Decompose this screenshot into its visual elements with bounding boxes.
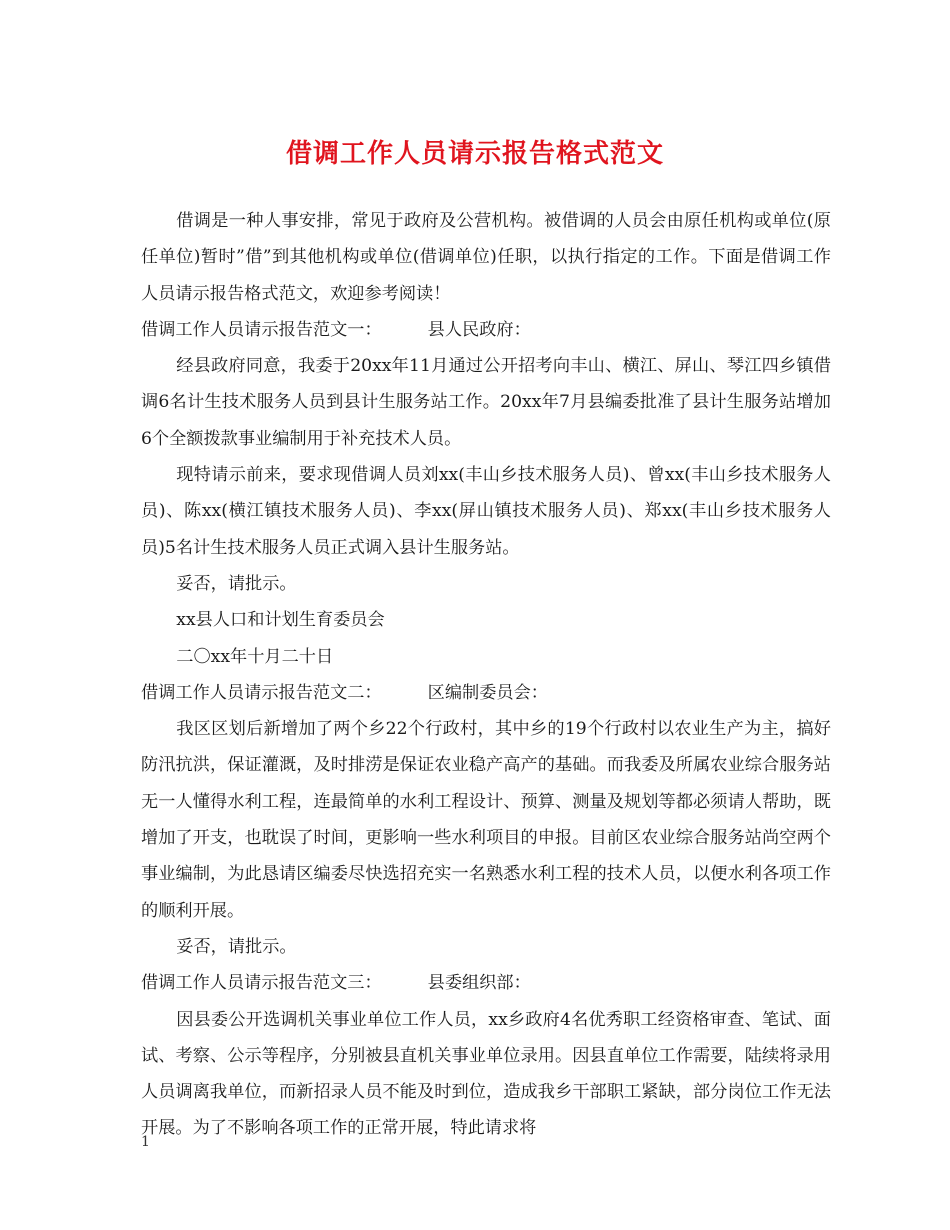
page-number: 1 [141,1134,150,1150]
sample1-recipient: 县人民政府： [427,319,531,340]
sample1-paragraph-1: 经县政府同意，我委于20xx年11月通过公开招考向丰山、横江、屏山、琴江四乡镇借调6名计生技术服务人员到县计生服务站工作。20xx年7月县编委批准了县计生服务站增加6个全额拨款事业编制用于补充技术人员。 [141,356,831,449]
sample1-heading: 借调工作人员请示报告范文一： [141,319,382,340]
sample2-paragraph-1: 我区区划后新增加了两个乡22个行政村，其中乡的19个行政村以农业生产为主，搞好防汛抗洪，保证灌溉，及时排涝是保证农业稳产高产的基础。而我委及所属农业综合服务站无一人懂得水利工程，连最简单的水利工程设计、预算、测量及规划等都必须请人帮助，既增加了开支，也耽误了时间，更影响一些水利项目的申报。目前区农业综合服务站尚空两个事业编制，为此恳请区编委尽快选招充实一名熟悉水利工程的技术人员，以便水利各项工作的顺利开展。 [141,719,831,921]
sample3-paragraph-1: 因县委公开选调机关事业单位工作人员，xx乡政府4名优秀职工经资格审查、笔试、面试、考察、公示等程序，分别被县直机关事业单位录用。因县直单位工作需要，陆续将录用人员调离我单位，而新招录人员不能及时到位，造成我乡干部职工紧缺，部分岗位工作无法开展。为了不影响各项工作的正常开展，特此请求将 [141,1009,831,1139]
sample2-heading-line [141,675,831,711]
sample3-recipient: 县委组织部： [427,973,531,994]
sample1-date: 二〇xx年十月二十日 [176,646,334,667]
sample3-heading: 借调工作人员请示报告范文三： [141,973,382,994]
document-title: 借调工作人员请示报告格式范文 [285,139,664,169]
sample1-closing: 妥否，请批示。 [176,573,297,594]
sample3-heading-line [141,965,831,1001]
document-body [141,203,831,1147]
sample1-signature: xx县人口和计划生育委员会 [176,610,385,631]
sample2-heading: 借调工作人员请示报告范文二： [141,682,382,703]
sample2-recipient: 区编制委员会： [427,682,548,703]
intro-paragraph: 借调是一种人事安排，常见于政府及公营机构。被借调的人员会由原任机构或单位(原任单位)暂时”借”到其他机构或单位(借调单位)任职，以执行指定的工作。下面是借调工作人员请示报告格式范文，欢迎参考阅读！ [141,211,831,304]
sample1-heading-line [141,312,831,348]
sample1-paragraph-2: 现特请示前来，要求现借调人员刘xx(丰山乡技术服务人员)、曾xx(丰山乡技术服务人员)、陈xx(横江镇技术服务人员)、李xx(屏山镇技术服务人员)、郑xx(丰山乡技术服务人员)5名计生技术服务人员正式调入县计生服务站。 [141,465,831,558]
sample2-closing: 妥否，请批示。 [176,936,297,957]
